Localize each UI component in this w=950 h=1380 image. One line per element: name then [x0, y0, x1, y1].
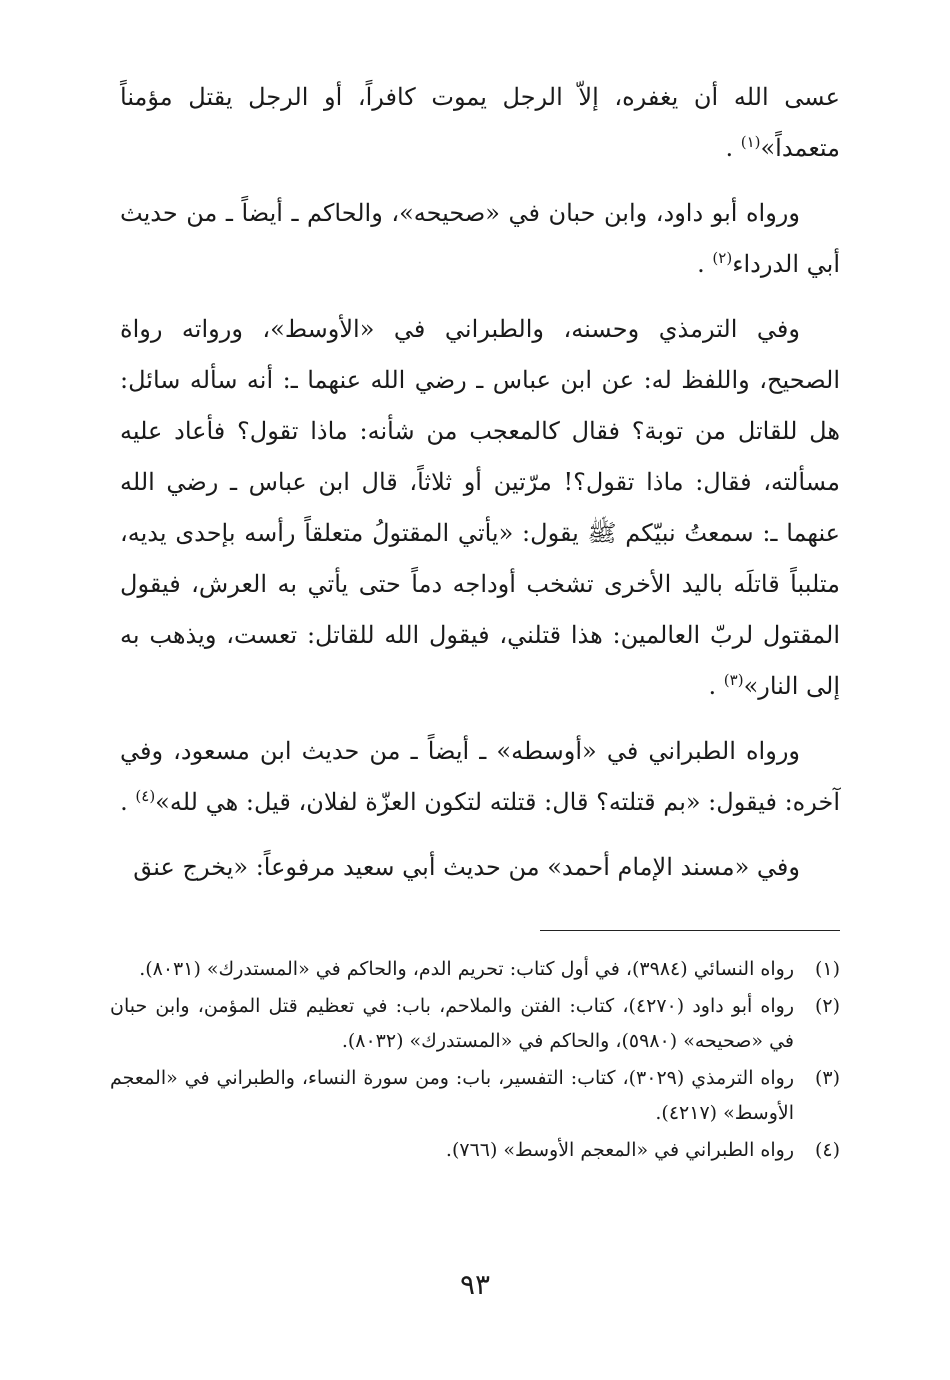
footnote-4	[110, 1133, 840, 1168]
paragraph-text: عسى الله أن يغفره، إلاّ الرجل يموت كافراً، أو الرجل يقتل مؤمناً متعمداً»	[120, 83, 840, 162]
footnote-text: رواه الترمذي (٣٠٢٩)، كتاب: التفسير، باب: ومن سورة النساء، والطبراني في «المعجم الأوسط» (٤٢١٧).	[110, 1067, 794, 1124]
paragraph-end: .	[708, 672, 724, 700]
paragraph-1	[120, 72, 840, 174]
footnote-text: رواه الطبراني في «المعجم الأوسط» (٧٦٦).	[445, 1139, 794, 1161]
paragraph-end: .	[697, 250, 713, 278]
footnote-number: (٣)	[814, 1067, 840, 1089]
paragraph-4	[120, 726, 840, 828]
footnote-ref-3[interactable]: (٣)	[723, 671, 744, 689]
footnote-text: رواه النسائي (٣٩٨٤)، في أول كتاب: تحريم الدم، والحاكم في «المستدرك» (٨٠٣١).	[139, 958, 794, 980]
footnote-separator	[540, 930, 840, 931]
footnote-number: (١)	[814, 958, 840, 980]
main-text	[120, 72, 840, 893]
footnote-3	[110, 1061, 840, 1131]
paragraph-2	[120, 188, 840, 290]
paragraph-end: .	[725, 134, 741, 162]
paragraph-end: .	[120, 788, 136, 816]
paragraph-3	[120, 304, 840, 712]
footnote-ref-1[interactable]: (١)	[740, 133, 761, 151]
paragraph-text: وفي «مسند الإمام أحمد» من حديث أبي سعيد مرفوعاً: «يخرج عنق	[133, 853, 800, 881]
paragraph-text: ورواه أبو داود، وابن حبان في «صحيحه»، والحاكم ـ أيضاً ـ من حديث أبي الدرداء	[120, 199, 840, 278]
footnote-text: رواه أبو داود (٤٢٧٠)، كتاب: الفتن والملاحم، باب: في تعظيم قتل المؤمن، وابن حبان في «صحيحه» (٥٩٨٠)، والحاكم في «المستدرك» (٨٠٣٢).	[110, 995, 794, 1052]
page-number: ٩٣	[459, 1268, 491, 1301]
footnote-number: (٤)	[814, 1139, 840, 1161]
paragraph-text: وفي الترمذي وحسنه، والطبراني في «الأوسط»، ورواته رواة الصحيح، واللفظ له: عن ابن عباس ـ رضي الله عنهما ـ: أنه سأله سائل: هل للقاتل من توبة؟ فقال كالمعجب من شأنه: ماذا تقول؟ فأعاد عليه مسألته، فقال: ماذا تقول؟! مرّتين أو ثلاثاً، قال ابن عباس ـ رضي الله عنهما ـ: سمعتُ نبيّكم ﷺ يقول: «يأتي المقتولُ متعلقاً رأسه بإحدى يديه، متلبباً قاتلَه باليد الأخرى تشخب أوداجه دماً حتى يأتي به العرش، فيقول المقتول لربّ العالمين: هذا قتلني، فيقول الله للقاتل: تعست، ويذهب به إلى النار»	[120, 315, 840, 700]
footnote-2	[110, 989, 840, 1059]
footnote-1	[110, 952, 840, 987]
footnote-ref-2[interactable]: (٢)	[712, 249, 733, 267]
paragraph-text: ورواه الطبراني في «أوسطه» ـ أيضاً ـ من حديث ابن مسعود، وفي آخره: فيقول: «بم قتلته؟ قال: قتلته لتكون العزّة لفلان، قيل: هي لله»	[120, 737, 840, 816]
paragraph-5	[120, 842, 840, 893]
footnote-number: (٢)	[814, 995, 840, 1017]
footnotes	[110, 952, 840, 1170]
footnote-ref-4[interactable]: (٤)	[135, 787, 156, 805]
